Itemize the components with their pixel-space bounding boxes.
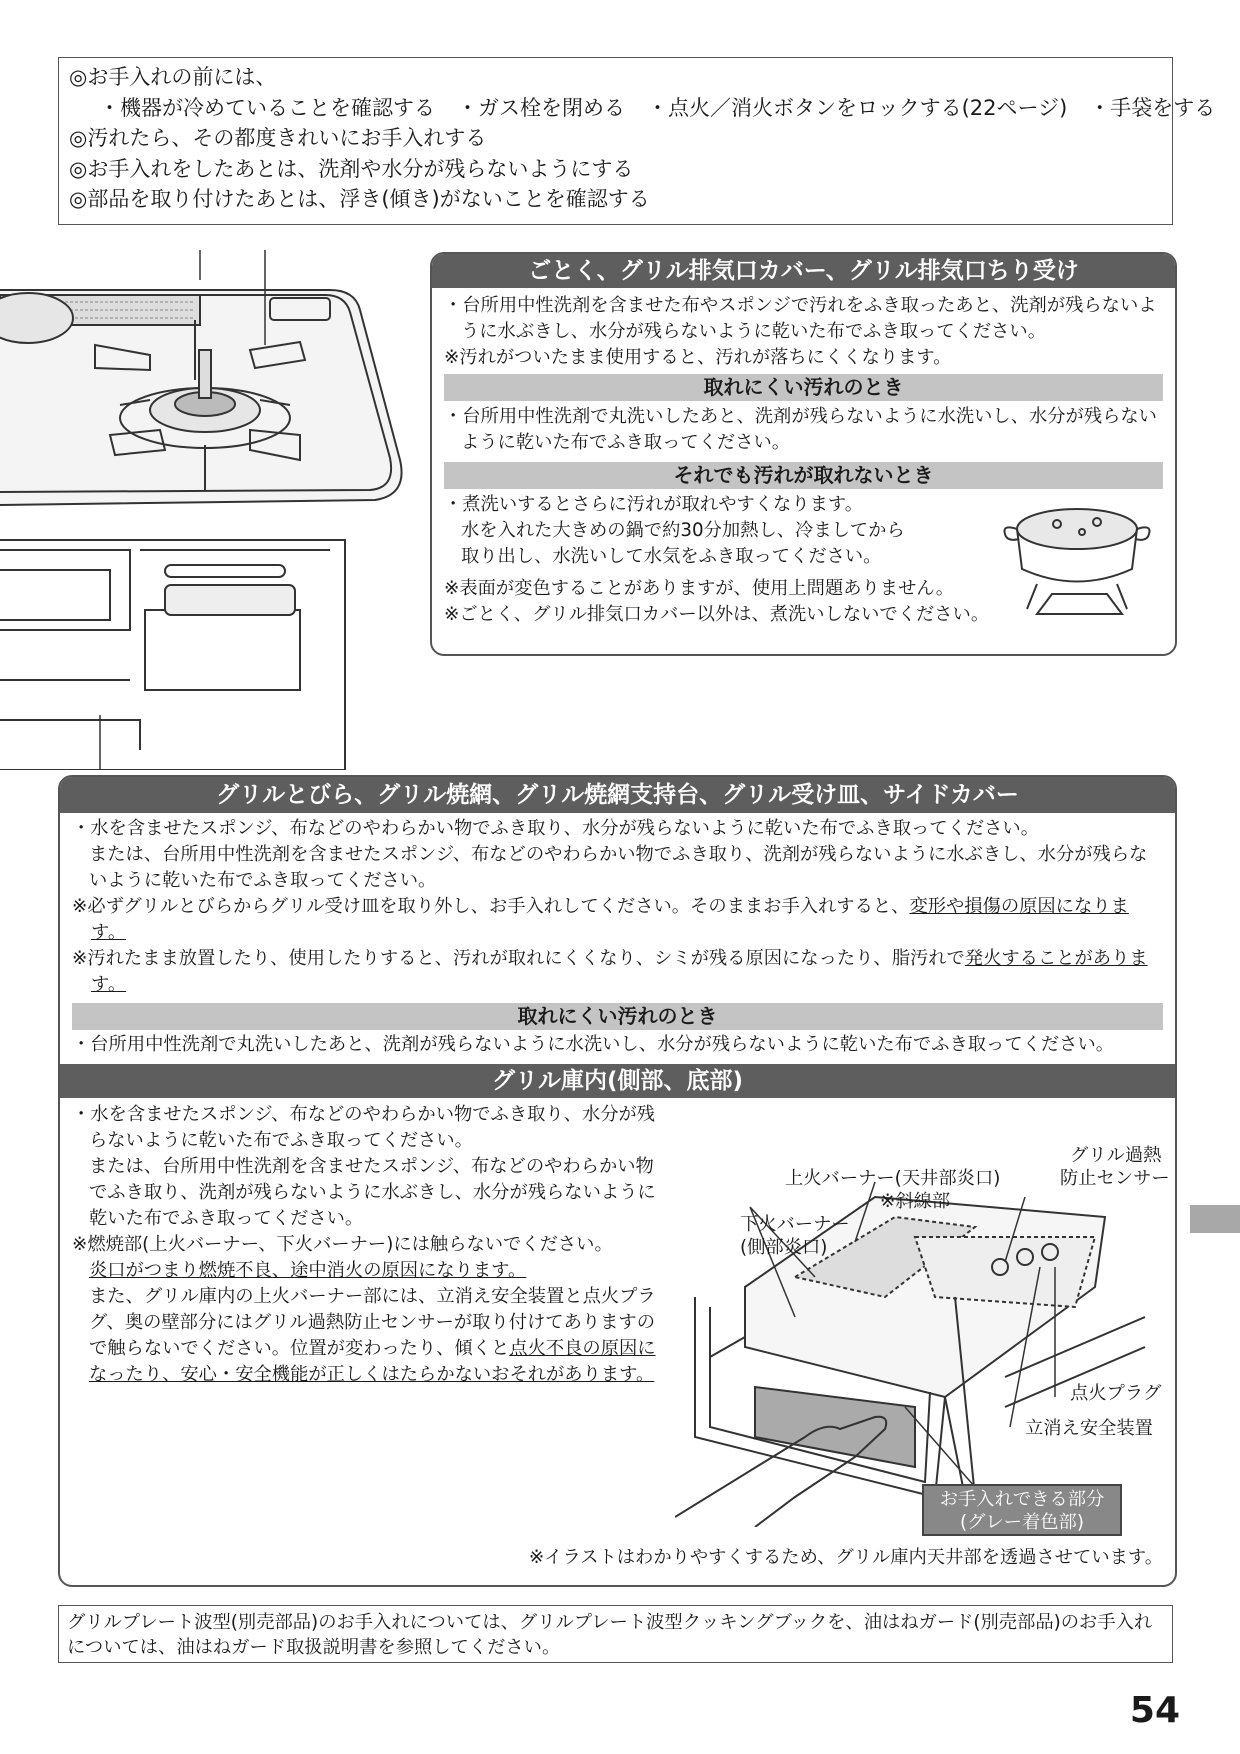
label-hatched: ※斜線部 — [880, 1191, 951, 1212]
label-lower-burner-sub: (側部炎口) — [740, 1237, 828, 1258]
gotoku-text2: ・台所用中性洗剤で丸洗いしたあと、洗剤が残らないように水洗いし、水分が残らないように乾いた布でふき取ってください。 — [444, 406, 1157, 453]
page-number: 54 — [1129, 1690, 1180, 1731]
label-sensor-sub: 防止センサー — [1060, 1168, 1170, 1189]
precaution-heading: ◎お手入れの前には、 — [69, 65, 277, 89]
grill-parts-note1: ※必ずグリルとびらからグリル受け皿を取り外し、お手入れしてください。そのままお手入れすると、変形や損傷の原因になります。 — [72, 896, 1129, 943]
label-safety: 立消え安全装置 — [1025, 1418, 1153, 1439]
precaution-line: ◎汚れたら、その都度きれいにお手入れする — [69, 126, 487, 150]
precaution-line: ◎部品を取り付けたあとは、浮き(傾き)がないことを確認する — [69, 187, 650, 211]
precaution-item: ・点火／消火ボタンをロックする(22ページ) — [647, 95, 1068, 120]
grill-parts-subheading: 取れにくい汚れのとき — [72, 1003, 1163, 1030]
precaution-items — [69, 93, 1216, 124]
grill-inside-note1-underlined: 炎口がつまり燃焼不良、途中消火の原因になります。 — [89, 1260, 527, 1281]
stove-illustration — [0, 250, 440, 770]
gotoku-text3b: 水を入れた大きめの鍋で約30分加熱し、冷ましてから — [461, 520, 905, 541]
grill-inside-text1: ・水を含ませたスポンジ、布などのやわらかい物でふき取り、水分が残らないように乾いた布でふき取ってください。 — [72, 1104, 656, 1151]
boiling-pot-icon — [997, 494, 1157, 624]
label-upper-burner: 上火バーナー(天井部炎口) — [785, 1168, 1001, 1189]
grill-inside-note1: ※燃焼部(上火バーナー、下火バーナー)には触らないでください。 — [72, 1234, 613, 1255]
label-lower-burner: 下火バーナー — [740, 1214, 850, 1235]
label-sensor: グリル過熱 — [1070, 1145, 1162, 1166]
grill-parts-note2: ※汚れたまま放置したり、使用したりすると、汚れが取れにくくなり、シミが残る原因になったり、脂汚れで発火することがあります。 — [72, 948, 1148, 995]
grill-parts-text1: ・水を含ませたスポンジ、布などのやわらかい物でふき取り、水分が残らないように乾いた布でふき取ってください。 — [72, 818, 1039, 839]
precaution-item: ・ガス栓を閉める — [457, 95, 625, 120]
gotoku-text3a: ・煮洗いするとさらに汚れが取れやすくなります。 — [444, 494, 864, 515]
grill-inside-note1b: また、グリル庫内の上火バーナー部には、立消え安全装置と点火プラグ、奥の壁部分にはグリル過熱防止センサーが取り付けてありますので触らないでください。位置が変わったり、傾くと点火不良の原因になったり、安心・安全機能が正しくはたらかないおそれがあります。 — [89, 1286, 656, 1385]
precaution-line: ◎お手入れをしたあとは、洗剤や水分が残らないようにする — [69, 156, 634, 181]
gotoku-text3c: 取り出し、水洗いして水気をふき取ってください。 — [461, 546, 882, 567]
gotoku-subheading: それでも汚れが取れないとき — [444, 462, 1163, 489]
cleanable-area-callout: お手入れできる部分 (グレー着色部) — [922, 1484, 1122, 1536]
grill-parts-text1b: または、台所用中性洗剤を含ませたスポンジ、布などのやわらかい物でふき取り、洗剤が残らないように水ぶきし、水分が残らないように乾いた布でふき取ってください。 — [89, 844, 1148, 891]
gotoku-panel — [430, 252, 1177, 656]
gotoku-note2: ※表面が変色することがありますが、使用上問題ありません。 — [444, 578, 955, 599]
grill-panel — [58, 775, 1177, 1587]
bottom-note: グリルプレート波型(別売部品)のお手入れについては、グリルプレート波型クッキングブックを、油はねガード(別売部品)のお手入れについては、油はねガード取扱説明書を参照してください。 — [58, 1605, 1173, 1663]
gotoku-title: ごとく、グリル排気口カバー、グリル排気口ちり受け — [432, 254, 1175, 288]
section-tab — [1190, 1205, 1240, 1233]
gotoku-subheading: 取れにくい汚れのとき — [444, 374, 1163, 401]
grill-parts-text2: ・台所用中性洗剤で丸洗いしたあと、洗剤が残らないように水洗いし、水分が残らないように乾いた布でふき取ってください。 — [72, 1034, 1115, 1055]
label-plug: 点火プラグ — [1070, 1383, 1162, 1404]
grill-inside-title: グリル庫内(側部、底部) — [60, 1064, 1175, 1098]
gotoku-note3: ※ごとく、グリル排気口カバー以外は、煮洗いしないでください。 — [444, 604, 990, 625]
precaution-item: ・機器が冷めていることを確認する — [99, 95, 435, 120]
illustration-footnote: ※イラストはわかりやすくするため、グリル庫内天井部を透過させています。 — [528, 1547, 1163, 1568]
gotoku-text1: ・台所用中性洗剤を含ませた布やスポンジで汚れをふき取ったあと、洗剤が残らないように水ぶきし、水分が残らないように乾いた布でふき取ってください。 — [444, 295, 1157, 342]
precaution-item: ・手袋をする — [1089, 95, 1216, 120]
grill-inside-text1b: または、台所用中性洗剤を含ませたスポンジ、布などのやわらかい物でふき取り、洗剤が残らないように水ぶきし、水分が残らないように乾いた布でふき取ってください。 — [89, 1156, 656, 1229]
precautions-box — [58, 57, 1216, 225]
gotoku-note1: ※汚れがついたまま使用すると、汚れが落ちにくくなります。 — [444, 347, 952, 368]
grill-parts-title: グリルとびら、グリル焼網、グリル焼網支持台、グリル受け皿、サイドカバー — [60, 777, 1175, 813]
